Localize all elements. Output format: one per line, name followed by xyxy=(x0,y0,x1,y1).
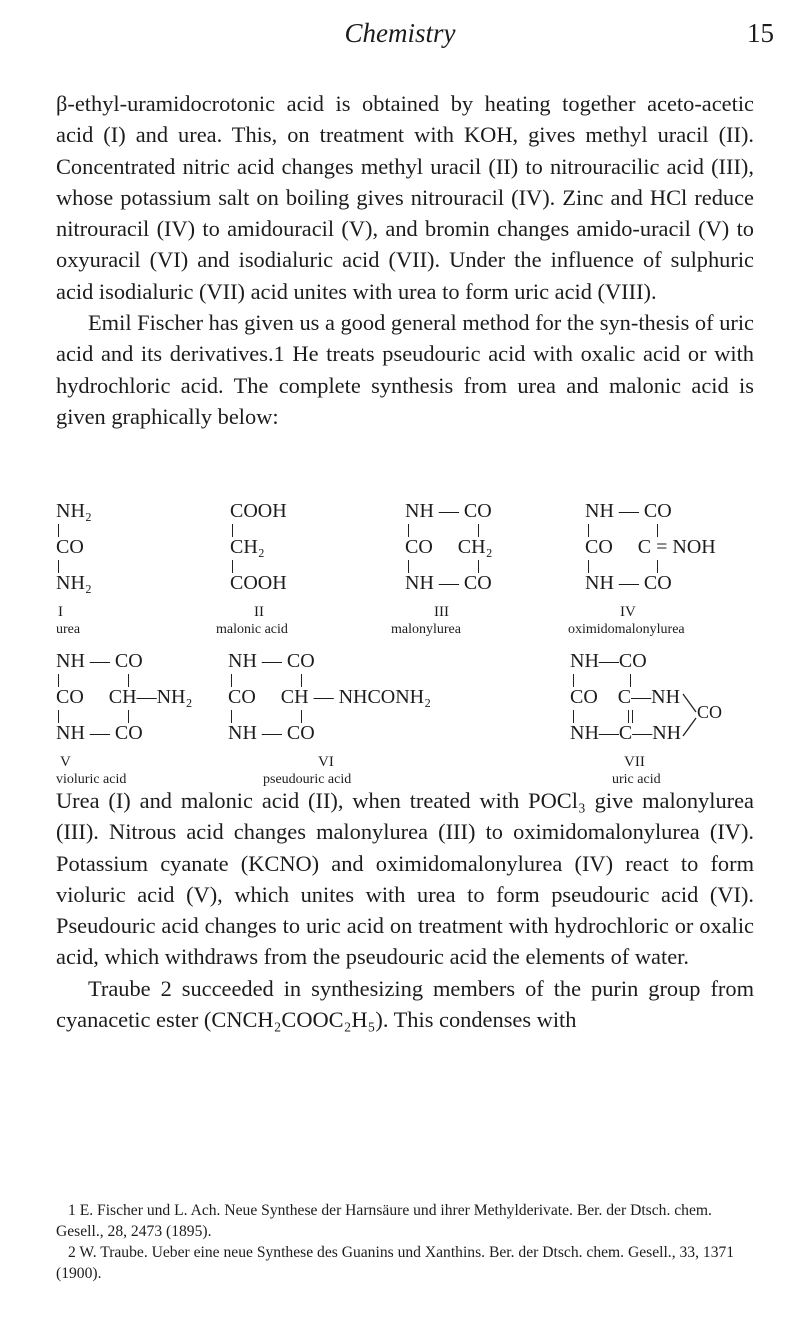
formula-line: CO C = NOH xyxy=(585,536,716,558)
formula-row-2 xyxy=(56,650,756,787)
compound-caption: violuric acid xyxy=(56,772,127,787)
formula-line: NH—C—NH xyxy=(570,722,682,744)
formula-line: NH — CO xyxy=(585,500,672,522)
text-block-top xyxy=(56,88,754,432)
compound-caption: oximidomalonylurea xyxy=(568,622,685,637)
page-number: 15 xyxy=(747,18,774,48)
compound-caption: urea xyxy=(56,622,81,637)
formula-line: COOH xyxy=(230,500,287,522)
compound-numeral: VI xyxy=(318,754,334,770)
formula-line: NH₂ xyxy=(56,500,92,522)
formula-line: NH — CO xyxy=(228,722,315,744)
compound-numeral: IV xyxy=(620,604,636,620)
footnote: 2 W. Traube. Ueber eine neue Synthese des Guanins und Xanthins. Ber. der Dtsch. chem. Gesell., 33, 1371 (1900). xyxy=(56,1244,735,1282)
paragraph: Urea (I) and malonic acid (II), when treated with POCl₃ give malonylurea (III). Nitrous acid changes malonylurea (III) to oximidomalonylurea (IV). Potassium cyanate (KCNO) and oximidomalonylurea (IV) react to form violuric acid (V), which unites with urea to form pseudouric acid (VI). Pseudouric acid changes to uric acid on treatment with hydrochloric or oxalic acid, which withdraws from the pseudouric acid the elements of water. xyxy=(56,788,754,970)
formula-line: NH—CO xyxy=(570,650,647,672)
formula-line: CO xyxy=(56,536,84,558)
paragraph: Traube 2 succeeded in synthesizing members of the purin group from cyanacetic ester (CNCH₂COOC₂H₅). This condenses with xyxy=(56,975,754,1033)
bracket-bond-lines xyxy=(682,690,698,740)
compound-caption: malonylurea xyxy=(391,622,461,637)
formula-line: CO C—NH xyxy=(570,686,681,708)
compound-numeral: VII xyxy=(624,754,645,770)
compound-numeral: V xyxy=(60,754,71,770)
formula-line: NH — CO xyxy=(56,722,143,744)
formula-line: CO CH — NHCONH₂ xyxy=(228,686,432,708)
formula-line: NH₂ xyxy=(56,572,92,594)
formula-row-1 xyxy=(56,500,756,640)
formula-line: CH₂ xyxy=(230,536,265,558)
compound-caption: malonic acid xyxy=(216,622,288,637)
formula-line: NH — CO xyxy=(405,500,492,522)
footnote: 1 E. Fischer und L. Ach. Neue Synthese der Harnsäure und ihrer Methylderivate. Ber. der Dtsch. chem. Gesell., 28, 2473 (1895). xyxy=(56,1202,712,1240)
text-block-bottom xyxy=(56,785,754,1035)
paragraph: β-ethyl-uramidocrotonic acid is obtained by heating together aceto-acetic acid (I) and urea. This, on treatment with KOH, gives methyl uracil (II). Concentrated nitric acid changes methyl uracil (II) to nitrouracilic acid (III), whose potassium salt on boiling gives nitrouracil (IV). Zinc and HCl reduce nitrouracil (IV) to amidouracil (V), and bromin changes amido-uracil (V) to oxyuracil (VI) and isodialuric acid (VII). Under the influence of sulphuric acid isodialuric (VII) acid unites with urea to form uric acid (VIII). xyxy=(56,91,754,304)
footnotes xyxy=(56,1200,756,1284)
formula-line: NH — CO xyxy=(228,650,315,672)
compound-caption: pseudouric acid xyxy=(263,772,352,787)
compound-numeral: II xyxy=(254,604,264,620)
compound-caption: uric acid xyxy=(612,772,661,787)
formula-line: CO CH₂ xyxy=(405,536,493,558)
page-header xyxy=(0,18,800,58)
running-title: Chemistry xyxy=(344,18,456,48)
compound-numeral: I xyxy=(58,604,63,620)
paragraph: Emil Fischer has given us a good general method for the syn-thesis of uric acid and its derivatives.1 He treats pseudouric acid with oxalic acid or with hydrochloric acid. The complete synthesis from urea and malonic acid is given graphically below: xyxy=(56,310,754,429)
formula-line: NH — CO xyxy=(585,572,672,594)
formula-line: CO CH—NH₂ xyxy=(56,686,193,708)
formula-line: CO xyxy=(697,702,723,722)
formula-line: COOH xyxy=(230,572,287,594)
compound-numeral: III xyxy=(434,604,449,620)
formula-line: NH — CO xyxy=(405,572,492,594)
formula-line: NH — CO xyxy=(56,650,143,672)
